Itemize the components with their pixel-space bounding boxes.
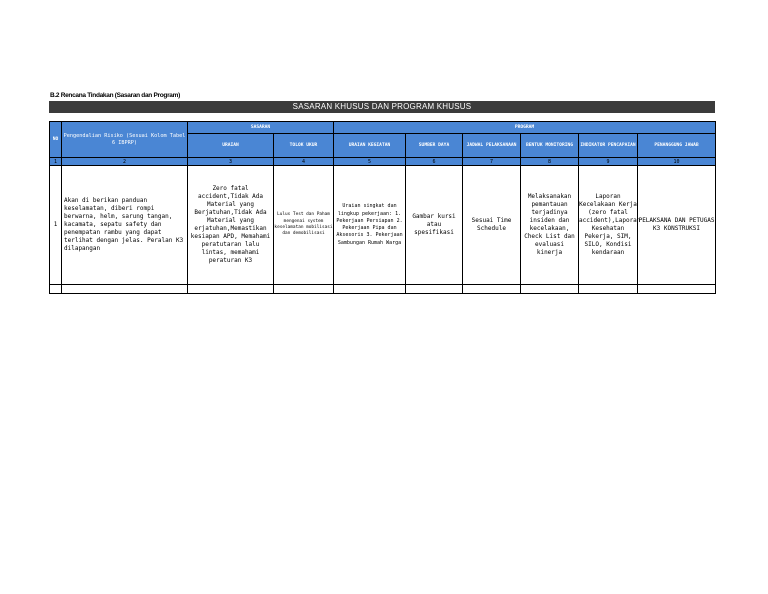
empty-cell <box>274 285 334 294</box>
column-number: 5 <box>334 158 406 166</box>
column-number: 8 <box>521 158 579 166</box>
header-bentuk-monitoring: BENTUK MONITORING <box>521 134 579 158</box>
header-jadwal: JADWAL PELAKSANAAN <box>463 134 521 158</box>
row-sumber-daya: Gambar kursi atau spesifikasi <box>406 166 463 285</box>
empty-cell <box>463 285 521 294</box>
column-number: 9 <box>579 158 638 166</box>
row-pengendalian: Akan di berikan panduan keselamatan, diberi rompi berwarna, helm, sarung tangan, kacamata, sepatu safety dan penempatan rambu yang dapat terlihat dengan jelas. Peralan K3 dilapangan <box>62 166 188 285</box>
header-pengendalian: Pengendalian Risiko (Sesuai Kolom Tabel 6 IBPRP) <box>62 122 188 158</box>
row-no: 1 <box>50 166 62 285</box>
header-tolok-ukur: TOLOK UKUR <box>274 134 334 158</box>
banner-title: SASARAN KHUSUS DAN PROGRAM KHUSUS <box>49 101 715 113</box>
row-uraian-kegiatan: Uraian singkat dan lingkup pekerjaan: 1. Pekerjaan Persiapan 2. Pekerjaan Pipa dan Aksesoris 3. Pekerjaan Sambungan Rumah Warga <box>334 166 406 285</box>
table-row <box>50 166 716 285</box>
empty-cell <box>638 285 716 294</box>
empty-cell <box>188 285 274 294</box>
row-bentuk-monitoring: Melaksanakan pemantauan terjadinya insiden dan kecelakaan, Check List dan evaluasi kinerja <box>521 166 579 285</box>
header-uraian-kegiatan: URAIAN KEGIATAN <box>334 134 406 158</box>
empty-cell <box>334 285 406 294</box>
header-program: PROGRAM <box>334 122 716 134</box>
empty-cell <box>579 285 638 294</box>
row-indikator: Laporan Kecelakaan Kerja (zero fatal accident),Laporan Kesehatan Pekerja, SIM, SILO, Kondisi kendaraan <box>579 166 638 285</box>
empty-cell <box>406 285 463 294</box>
empty-cell <box>50 285 62 294</box>
row-penanggung-jawab: PELAKSANA DAN PETUGAS K3 KONSTRUKSI <box>638 166 716 285</box>
section-title: B.2 Rencana Tindakan (Sasaran dan Program) <box>50 92 180 99</box>
row-tolok-ukur: Lulus Test dan Paham mengenai system keselamatan mobilisasi dan demobilisasi <box>274 166 334 285</box>
column-number: 4 <box>274 158 334 166</box>
empty-cell <box>62 285 188 294</box>
column-number: 7 <box>463 158 521 166</box>
empty-cell <box>521 285 579 294</box>
column-number: 3 <box>188 158 274 166</box>
column-number: 10 <box>638 158 716 166</box>
row-jadwal: Sesuai Time Schedule <box>463 166 521 285</box>
column-number: 2 <box>62 158 188 166</box>
column-number: 1 <box>50 158 62 166</box>
row-uraian: Zero fatal accident,Tidak Ada Material yang Berjatuhan,Tidak Ada Material yang erjatuhan,Memastikan kesiapan APD, Memahami peratutaran lalu lintas, memahami peraturan K3 <box>188 166 274 285</box>
header-penanggung-jawab: PENANGGUNG JAWAB <box>638 134 716 158</box>
column-number: 6 <box>406 158 463 166</box>
header-no: NO <box>50 122 62 158</box>
header-uraian: URAIAN <box>188 134 274 158</box>
header-sasaran: SASARAN <box>188 122 334 134</box>
header-indikator: INDIKATOR PENCAPAIAN <box>579 134 638 158</box>
header-sumber-daya: SUMBER DAYA <box>406 134 463 158</box>
action-plan-table <box>49 121 716 294</box>
table-row <box>50 285 716 294</box>
